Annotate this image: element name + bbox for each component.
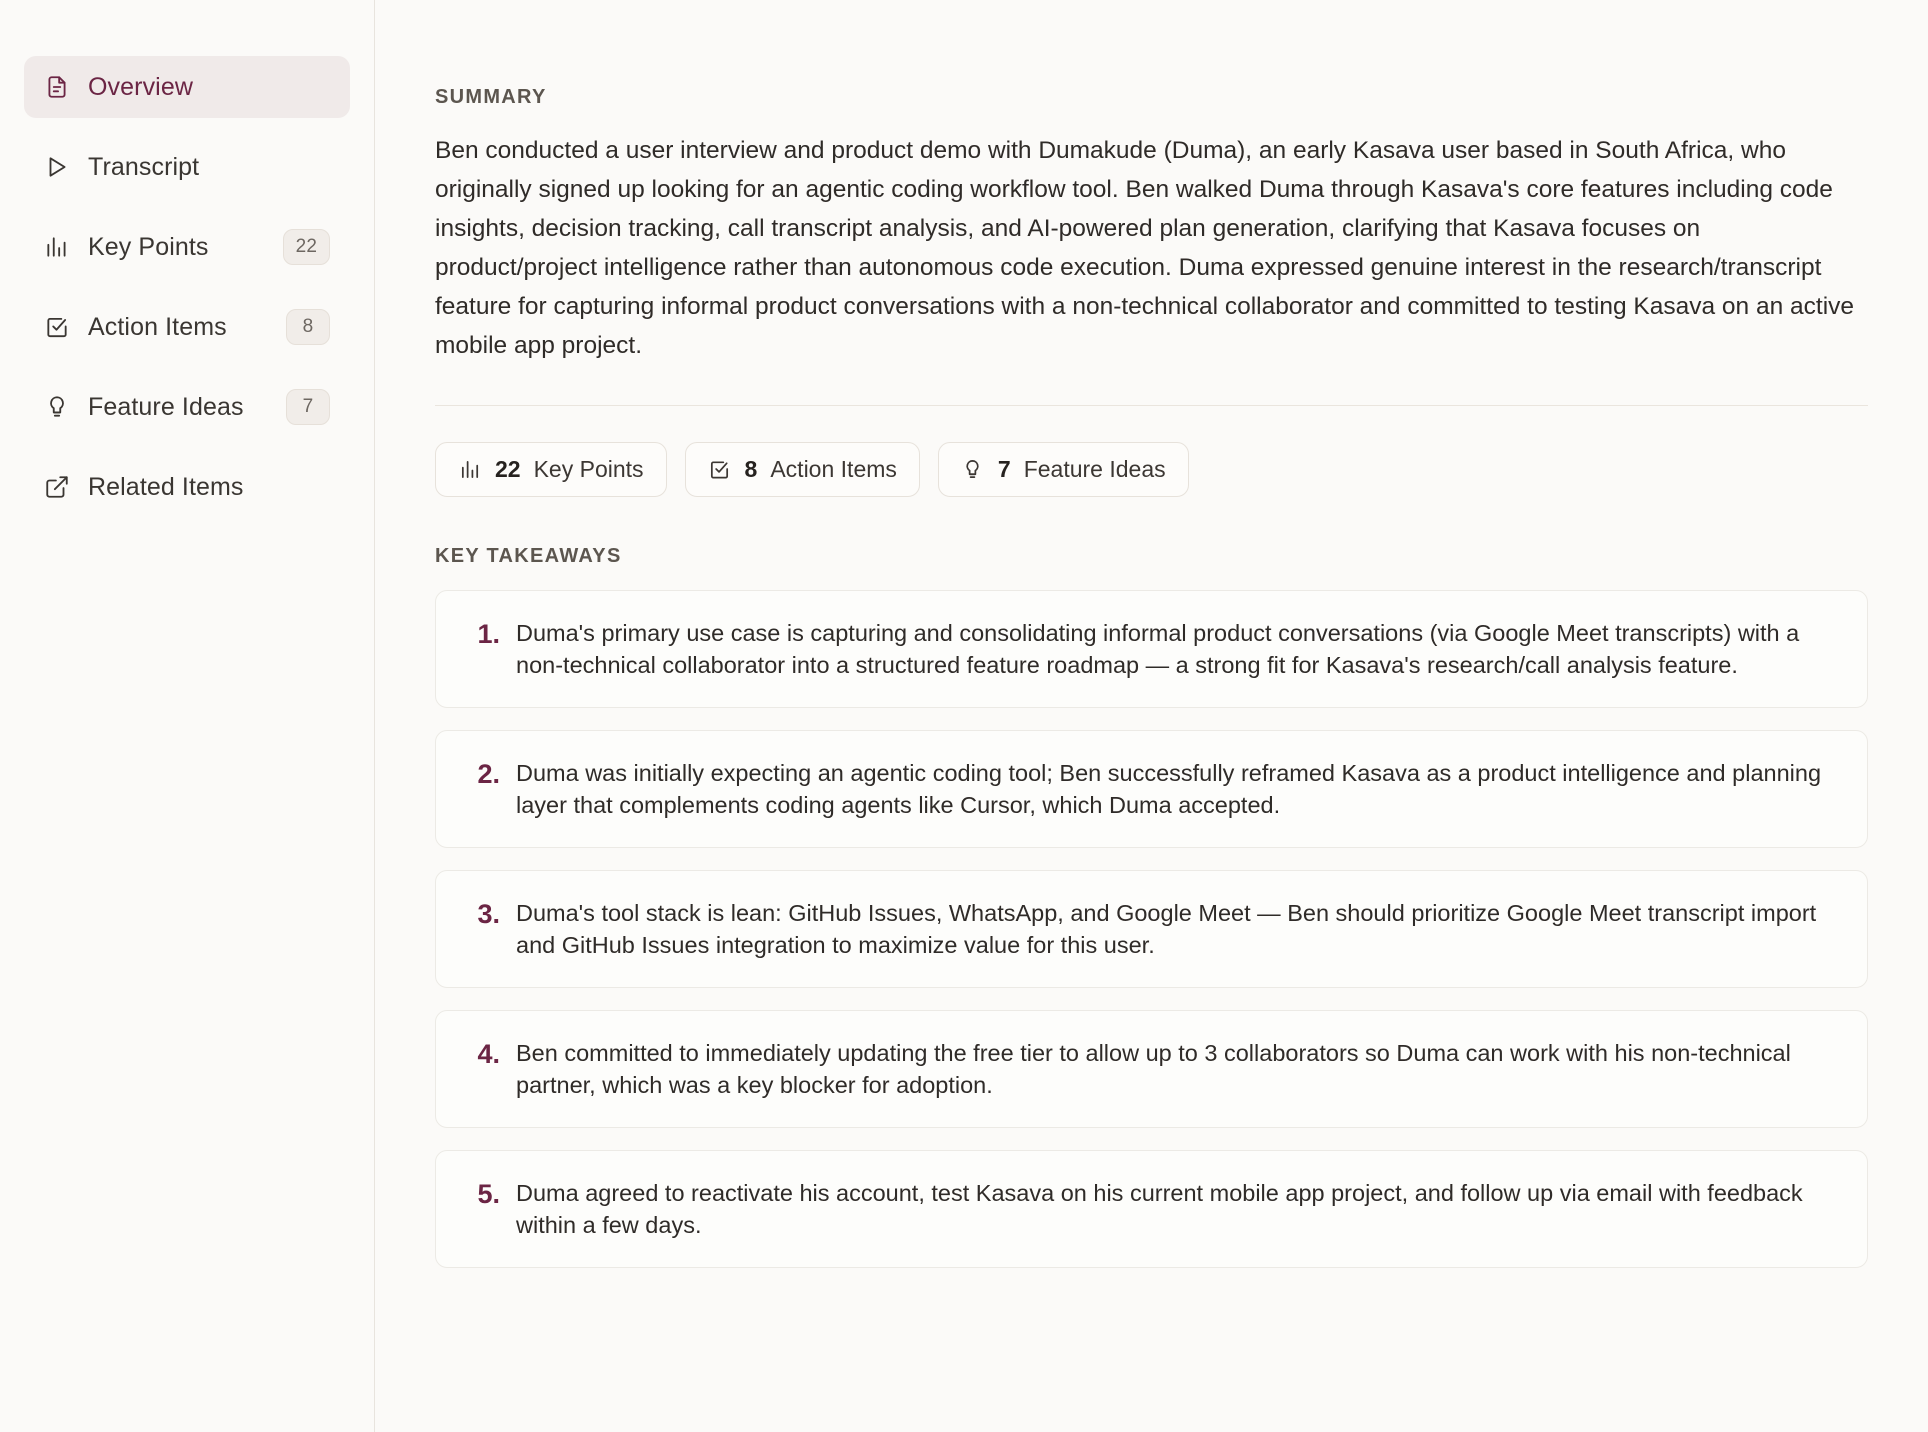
sidebar-item-overview[interactable] — [24, 56, 350, 118]
play-icon — [44, 154, 70, 180]
takeaway-item — [435, 870, 1868, 988]
sidebar-item-related-items[interactable] — [24, 456, 350, 518]
stats-row — [435, 442, 1868, 497]
takeaway-number: 2. — [477, 759, 500, 789]
stat-count: 22 — [495, 456, 521, 482]
takeaway-item — [435, 1010, 1868, 1128]
external-link-icon — [44, 474, 70, 500]
main-content — [375, 0, 1928, 1432]
takeaway-text: Duma's tool stack is lean: GitHub Issues, WhatsApp, and Google Meet — Ben should prioritize Google Meet transcript import and GitHub Issues integration to maximize value for this user. — [516, 900, 1817, 958]
sidebar-badge-feature-ideas: 7 — [286, 389, 330, 425]
sidebar-badge-key-points: 22 — [283, 229, 330, 265]
sidebar — [0, 0, 375, 1432]
takeaway-number: 5. — [477, 1179, 500, 1209]
bar-chart-icon — [458, 458, 482, 482]
checkbox-icon — [44, 314, 70, 340]
stat-label: Action Items — [770, 456, 897, 482]
takeaway-number: 4. — [477, 1039, 500, 1069]
sidebar-badge-action-items: 8 — [286, 309, 330, 345]
stat-count: 8 — [744, 456, 758, 482]
takeaway-item — [435, 730, 1868, 848]
takeaway-number: 1. — [477, 619, 500, 649]
lightbulb-icon — [44, 394, 70, 420]
takeaway-number: 3. — [477, 899, 500, 929]
checkbox-icon — [708, 458, 732, 482]
stat-chip-action-items[interactable] — [685, 442, 920, 497]
summary-text: Ben conducted a user interview and product demo with Dumakude (Duma), an early Kasava user based in South Africa, who originally signed up looking for an agentic coding workflow tool. Ben walked Duma through Kasava's core features including code insights, decision tracking, call transcript analysis, and AI-powered plan generation, clarifying that Kasava focuses on product/project intelligence rather than autonomous code execution. Duma expressed genuine interest in the research/transcript feature for capturing informal product conversations with a non-technical collaborator and committed to testing Kasava on an active mobile app project. — [435, 137, 1855, 359]
sidebar-item-label: Action Items — [88, 312, 227, 341]
stat-chip-key-points[interactable] — [435, 442, 667, 497]
takeaway-item — [435, 1150, 1868, 1268]
summary-heading: SUMMARY — [435, 86, 547, 108]
sidebar-item-feature-ideas[interactable] — [24, 376, 350, 438]
divider — [435, 405, 1868, 406]
document-icon — [44, 74, 70, 100]
sidebar-item-label: Overview — [88, 72, 193, 101]
takeaway-text: Duma's primary use case is capturing and consolidating informal product conversations (via Google Meet transcripts) with a non-technical collaborator into a structured feature roadmap — a strong fit for Kasava's research/call analysis feature. — [516, 620, 1800, 678]
takeaway-text: Duma was initially expecting an agentic coding tool; Ben successfully reframed Kasava as a product intelligence and planning layer that complements coding agents like Cursor, which Duma accepted. — [516, 760, 1822, 818]
takeaway-item — [435, 590, 1868, 708]
sidebar-item-label: Transcript — [88, 152, 200, 181]
stat-label: Key Points — [533, 456, 644, 482]
lightbulb-icon — [961, 458, 985, 482]
key-takeaways-heading: KEY TAKEAWAYS — [435, 545, 622, 567]
sidebar-item-label: Related Items — [88, 472, 244, 501]
stat-chip-feature-ideas[interactable] — [938, 442, 1189, 497]
sidebar-item-label: Feature Ideas — [88, 392, 244, 421]
takeaway-text: Duma agreed to reactivate his account, test Kasava on his current mobile app project, and follow up via email with feedback within a few days. — [516, 1180, 1803, 1238]
sidebar-item-action-items[interactable] — [24, 296, 350, 358]
sidebar-item-label: Key Points — [88, 232, 209, 261]
stat-count: 7 — [997, 456, 1011, 482]
sidebar-item-transcript[interactable] — [24, 136, 350, 198]
takeaway-text: Ben committed to immediately updating the free tier to allow up to 3 collaborators so Duma can work with his non-technical partner, which was a key blocker for adoption. — [516, 1040, 1791, 1098]
sidebar-item-key-points[interactable] — [24, 216, 350, 278]
stat-label: Feature Ideas — [1023, 456, 1166, 482]
bar-chart-icon — [44, 234, 70, 260]
